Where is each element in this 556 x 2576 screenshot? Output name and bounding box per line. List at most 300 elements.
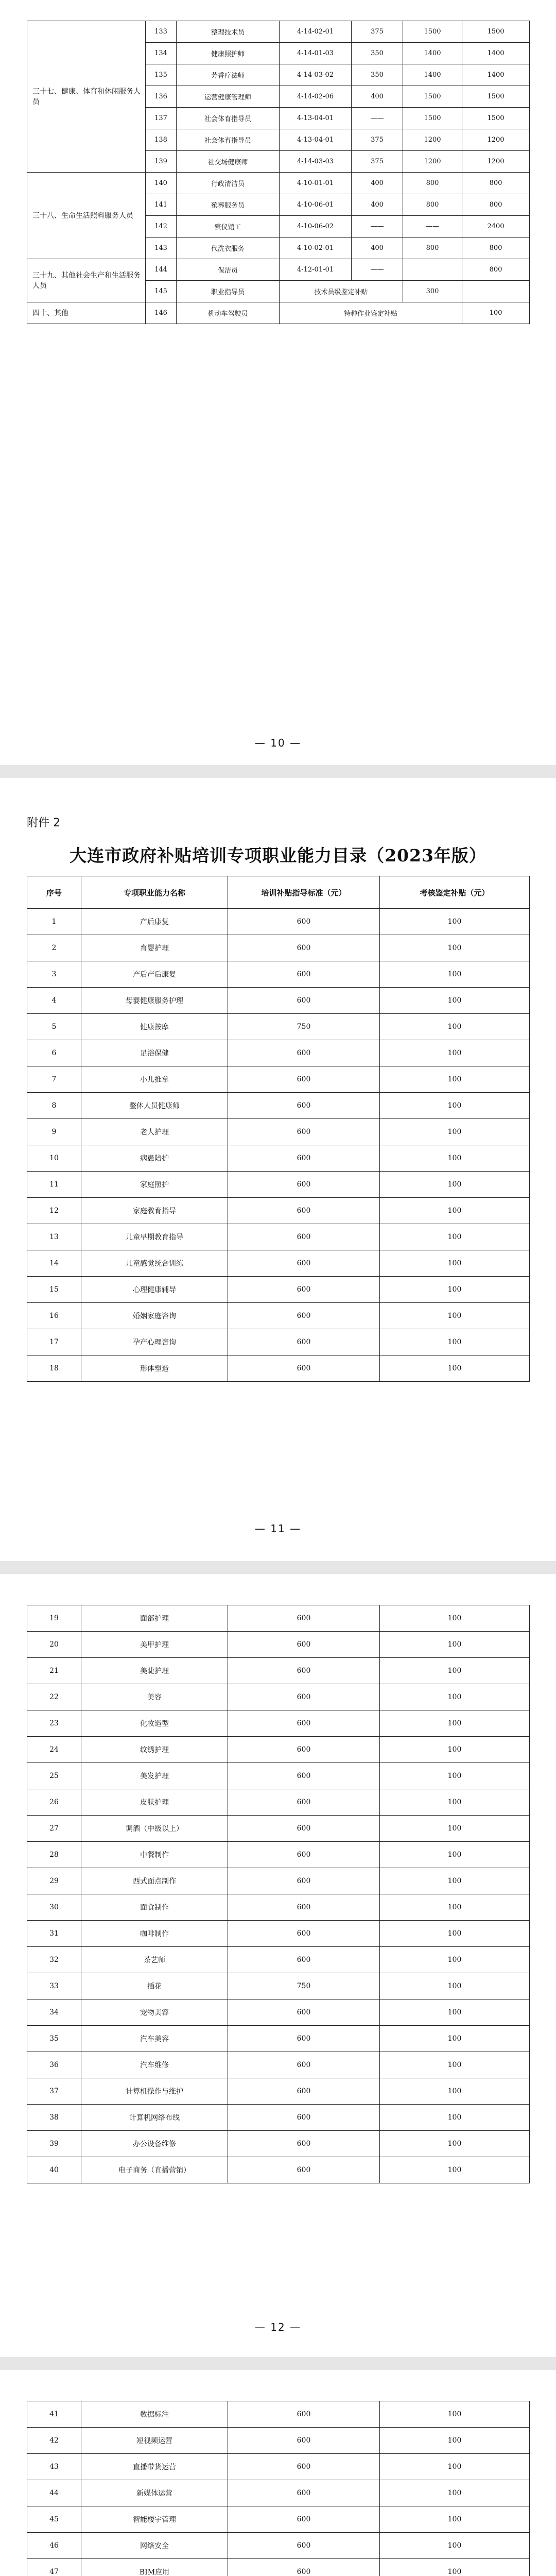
training-subsidy: 600 xyxy=(228,1842,380,1868)
assessment-subsidy: 100 xyxy=(380,1999,530,2026)
training-subsidy: 600 xyxy=(228,1658,380,1684)
capability-name: 中餐制作 xyxy=(81,1842,228,1868)
occupation-code: 4-13-04-01 xyxy=(280,129,352,151)
row-number: 10 xyxy=(27,1145,81,1172)
assessment-subsidy: 100 xyxy=(380,1894,530,1921)
training-subsidy: 600 xyxy=(228,1355,380,1382)
assessment-subsidy: 100 xyxy=(380,1789,530,1816)
row-number: 42 xyxy=(27,2428,81,2454)
assessment-subsidy: 100 xyxy=(380,2454,530,2480)
subsidy-value: 1500 xyxy=(403,86,462,108)
occupation-name: 社交场健康师 xyxy=(177,151,280,173)
table-row xyxy=(27,1224,530,1250)
assessment-subsidy: 100 xyxy=(380,2506,530,2533)
training-subsidy: 600 xyxy=(228,1172,380,1198)
training-subsidy: 600 xyxy=(228,2506,380,2533)
occupation-name: 运营健康管理师 xyxy=(177,86,280,108)
capability-name: 病患陪护 xyxy=(81,1145,228,1172)
occupation-code: 4-10-01-01 xyxy=(280,173,352,194)
row-number: 144 xyxy=(146,259,177,281)
page-3 xyxy=(0,1574,556,2357)
table-row xyxy=(27,1040,530,1066)
subsidy-note: 特种作业鉴定补贴 xyxy=(280,302,462,324)
table-row xyxy=(27,1329,530,1355)
assessment-subsidy: 100 xyxy=(380,2078,530,2105)
capability-name: 母婴健康服务护理 xyxy=(81,988,228,1014)
training-subsidy: 600 xyxy=(228,2026,380,2052)
capability-name: 孕产心理咨询 xyxy=(81,1329,228,1355)
occupation-name: 社会体育指导员 xyxy=(177,108,280,129)
header-subsidy: 培训补贴指导标准（元） xyxy=(228,876,380,909)
subsidy-value: 1500 xyxy=(462,86,530,108)
table-row xyxy=(27,2428,530,2454)
row-number: 34 xyxy=(27,1999,81,2026)
occupation-code: 4-10-02-01 xyxy=(280,238,352,259)
training-subsidy: 600 xyxy=(228,2157,380,2183)
subsidy-value: 2400 xyxy=(462,216,530,238)
row-number: 6 xyxy=(27,1040,81,1066)
occupation-name: 殡葬服务员 xyxy=(177,194,280,216)
table-row xyxy=(27,1119,530,1145)
table-row xyxy=(27,1921,530,1947)
row-number: 45 xyxy=(27,2506,81,2533)
row-number: 12 xyxy=(27,1198,81,1224)
table-row xyxy=(27,2157,530,2183)
training-subsidy: 600 xyxy=(228,961,380,988)
training-subsidy: 600 xyxy=(228,1999,380,2026)
occupation-name: 机动车驾驶员 xyxy=(177,302,280,324)
occupation-code: 4-10-06-01 xyxy=(280,194,352,216)
assessment-subsidy: 100 xyxy=(380,2428,530,2454)
page-number: — 12 — xyxy=(254,2321,302,2333)
table-row xyxy=(27,1816,530,1842)
assessment-subsidy: 100 xyxy=(380,1014,530,1040)
row-number: 38 xyxy=(27,2105,81,2131)
training-subsidy: 600 xyxy=(228,2428,380,2454)
row-number: 47 xyxy=(27,2559,81,2576)
occupation-name: 芳香疗法师 xyxy=(177,64,280,86)
row-number: 140 xyxy=(146,173,177,194)
training-subsidy: 600 xyxy=(228,1329,380,1355)
row-number: 25 xyxy=(27,1763,81,1789)
training-subsidy: 600 xyxy=(228,1277,380,1303)
training-subsidy: 600 xyxy=(228,1303,380,1329)
page-1 xyxy=(0,0,556,765)
capability-table-continued xyxy=(27,1605,530,2183)
row-number: 33 xyxy=(27,1973,81,1999)
training-subsidy: 600 xyxy=(228,2131,380,2157)
assessment-subsidy: 100 xyxy=(380,2157,530,2183)
capability-name: 面食制作 xyxy=(81,1894,228,1921)
assessment-subsidy: 100 xyxy=(380,1329,530,1355)
capability-name: 短视频运营 xyxy=(81,2428,228,2454)
occupation-name: 社会体育指导员 xyxy=(177,129,280,151)
subsidy-value: 350 xyxy=(352,43,403,64)
table-row xyxy=(27,2401,530,2428)
subsidy-value: 1200 xyxy=(462,129,530,151)
table-row xyxy=(27,2078,530,2105)
occupation-code: 4-13-04-01 xyxy=(280,108,352,129)
training-subsidy: 600 xyxy=(228,1093,380,1119)
row-number: 18 xyxy=(27,1355,81,1382)
training-subsidy: 600 xyxy=(228,2401,380,2428)
category-cell: 三十九、其他社会生产和生活服务人员 xyxy=(27,259,146,302)
subsidy-value: 1500 xyxy=(462,108,530,129)
assessment-subsidy: 100 xyxy=(380,1763,530,1789)
row-number: 138 xyxy=(146,129,177,151)
assessment-subsidy: 100 xyxy=(380,1710,530,1737)
assessment-subsidy: 100 xyxy=(380,1632,530,1658)
table-row xyxy=(27,1737,530,1763)
training-subsidy: 600 xyxy=(228,2105,380,2131)
assessment-subsidy: 100 xyxy=(380,2480,530,2506)
assessment-subsidy: 100 xyxy=(380,1684,530,1710)
capability-name: 育婴护理 xyxy=(81,935,228,961)
capability-name: 美容 xyxy=(81,1684,228,1710)
training-subsidy: 600 xyxy=(228,1040,380,1066)
table-row xyxy=(27,2026,530,2052)
occupation-table-continued xyxy=(27,21,530,324)
table-row xyxy=(27,2052,530,2078)
row-number: 11 xyxy=(27,1172,81,1198)
subsidy-value: 100 xyxy=(462,302,530,324)
table-row xyxy=(27,935,530,961)
row-number: 44 xyxy=(27,2480,81,2506)
capability-name: 小儿推拿 xyxy=(81,1066,228,1093)
table-row xyxy=(27,1684,530,1710)
row-number: 23 xyxy=(27,1710,81,1737)
assessment-subsidy: 100 xyxy=(380,935,530,961)
assessment-subsidy: 100 xyxy=(380,1921,530,1947)
row-number: 32 xyxy=(27,1947,81,1973)
row-number: 1 xyxy=(27,909,81,935)
subsidy-value: 800 xyxy=(462,259,530,281)
page-number: — 10 — xyxy=(254,737,302,749)
row-number: 41 xyxy=(27,2401,81,2428)
occupation-name: 殡仪馆工 xyxy=(177,216,280,238)
subsidy-value: 1500 xyxy=(403,21,462,43)
page-number: — 11 — xyxy=(254,1522,302,1535)
assessment-subsidy: 100 xyxy=(380,2401,530,2428)
capability-name: 老人护理 xyxy=(81,1119,228,1145)
subsidy-value: 1200 xyxy=(403,129,462,151)
subsidy-value: 800 xyxy=(403,194,462,216)
training-subsidy: 600 xyxy=(228,1763,380,1789)
subsidy-value: 400 xyxy=(352,86,403,108)
assessment-subsidy: 100 xyxy=(380,1040,530,1066)
subsidy-value xyxy=(403,259,462,281)
capability-name: 儿童感觉统合训练 xyxy=(81,1250,228,1277)
table-row xyxy=(27,1894,530,1921)
subsidy-value: 1400 xyxy=(462,43,530,64)
table-row xyxy=(27,1303,530,1329)
subsidy-value: 1500 xyxy=(462,21,530,43)
row-number: 36 xyxy=(27,2052,81,2078)
table-header-row xyxy=(27,876,530,909)
assessment-subsidy: 100 xyxy=(380,2559,530,2576)
row-number: 40 xyxy=(27,2157,81,2183)
row-number: 145 xyxy=(146,281,177,302)
subsidy-value: 375 xyxy=(352,21,403,43)
table-row xyxy=(27,1710,530,1737)
row-number: 39 xyxy=(27,2131,81,2157)
subsidy-value: 350 xyxy=(352,64,403,86)
training-subsidy: 600 xyxy=(228,1737,380,1763)
row-number: 22 xyxy=(27,1684,81,1710)
capability-name: 宠物美容 xyxy=(81,1999,228,2026)
training-subsidy: 600 xyxy=(228,2533,380,2559)
row-number: 7 xyxy=(27,1066,81,1093)
table-row xyxy=(27,988,530,1014)
table-row xyxy=(27,1632,530,1658)
capability-name: 纹绣护理 xyxy=(81,1737,228,1763)
capability-name: 形体塑造 xyxy=(81,1355,228,1382)
row-number: 21 xyxy=(27,1658,81,1684)
row-number: 43 xyxy=(27,2454,81,2480)
assessment-subsidy: 100 xyxy=(380,1119,530,1145)
training-subsidy: 600 xyxy=(228,1921,380,1947)
row-number: 29 xyxy=(27,1868,81,1894)
occupation-code: 4-14-03-02 xyxy=(280,64,352,86)
occupation-name: 职业指导员 xyxy=(177,281,280,302)
occupation-name: 代洗衣服务 xyxy=(177,238,280,259)
training-subsidy: 600 xyxy=(228,1250,380,1277)
capability-name: BIM应用 xyxy=(81,2559,228,2576)
row-number: 46 xyxy=(27,2533,81,2559)
table-row xyxy=(27,2506,530,2533)
table-row xyxy=(27,1066,530,1093)
training-subsidy: 600 xyxy=(228,1894,380,1921)
capability-name: 汽车美容 xyxy=(81,2026,228,2052)
assessment-subsidy: 100 xyxy=(380,1198,530,1224)
capability-name: 办公设备维修 xyxy=(81,2131,228,2157)
capability-name: 化妆造型 xyxy=(81,1710,228,1737)
row-number: 4 xyxy=(27,988,81,1014)
capability-name: 面部护理 xyxy=(81,1605,228,1632)
training-subsidy: 600 xyxy=(228,2052,380,2078)
table-row xyxy=(27,1868,530,1894)
table-row xyxy=(27,1277,530,1303)
assessment-subsidy: 100 xyxy=(380,1093,530,1119)
training-subsidy: 600 xyxy=(228,1710,380,1737)
page-4 xyxy=(0,2370,556,2576)
row-number: 35 xyxy=(27,2026,81,2052)
capability-name: 美发护理 xyxy=(81,1763,228,1789)
capability-name: 美甲护理 xyxy=(81,1632,228,1658)
subsidy-value: 1500 xyxy=(403,108,462,129)
row-number: 133 xyxy=(146,21,177,43)
page-gap xyxy=(0,765,556,778)
table-row xyxy=(27,1355,530,1382)
subsidy-value: 375 xyxy=(352,151,403,173)
assessment-subsidy: 100 xyxy=(380,961,530,988)
subsidy-value: 800 xyxy=(462,238,530,259)
training-subsidy: 600 xyxy=(228,1119,380,1145)
table-row xyxy=(27,961,530,988)
row-number: 141 xyxy=(146,194,177,216)
occupation-code: 4-14-03-03 xyxy=(280,151,352,173)
row-number: 26 xyxy=(27,1789,81,1816)
training-subsidy: 600 xyxy=(228,2559,380,2576)
capability-name: 插花 xyxy=(81,1973,228,1999)
table-row xyxy=(27,2533,530,2559)
page-gap xyxy=(0,1561,556,1574)
assessment-subsidy: 100 xyxy=(380,1303,530,1329)
subsidy-note: 技术员级鉴定补贴 xyxy=(280,281,403,302)
row-number: 134 xyxy=(146,43,177,64)
empty-cell xyxy=(462,281,530,302)
capability-name: 新媒体运营 xyxy=(81,2480,228,2506)
row-number: 2 xyxy=(27,935,81,961)
row-number: 31 xyxy=(27,1921,81,1947)
training-subsidy: 600 xyxy=(228,2480,380,2506)
capability-name: 网络安全 xyxy=(81,2533,228,2559)
assessment-subsidy: 100 xyxy=(380,1172,530,1198)
capability-name: 美睫护理 xyxy=(81,1658,228,1684)
assessment-subsidy: 100 xyxy=(380,2533,530,2559)
occupation-code: 4-14-01-03 xyxy=(280,43,352,64)
row-number: 14 xyxy=(27,1250,81,1277)
subsidy-value: —— xyxy=(403,216,462,238)
header-assess: 考核鉴定补贴（元） xyxy=(380,876,530,909)
assessment-subsidy: 100 xyxy=(380,1224,530,1250)
occupation-code: 4-14-02-01 xyxy=(280,21,352,43)
table-row xyxy=(27,1093,530,1119)
training-subsidy: 600 xyxy=(228,2454,380,2480)
capability-name: 计算机操作与维护 xyxy=(81,2078,228,2105)
subsidy-value: 800 xyxy=(462,194,530,216)
capability-name: 心理健康辅导 xyxy=(81,1277,228,1303)
assessment-subsidy: 100 xyxy=(380,1605,530,1632)
document-title: 大连市政府补贴培训专项职业能力目录（2023年版） xyxy=(70,845,486,866)
capability-name: 足浴保健 xyxy=(81,1040,228,1066)
training-subsidy: 600 xyxy=(228,1816,380,1842)
table-row xyxy=(27,2105,530,2131)
training-subsidy: 600 xyxy=(228,1684,380,1710)
training-subsidy: 750 xyxy=(228,1973,380,1999)
table-row xyxy=(27,1198,530,1224)
assessment-subsidy: 100 xyxy=(380,1066,530,1093)
training-subsidy: 600 xyxy=(228,935,380,961)
table-row xyxy=(27,21,530,43)
training-subsidy: 600 xyxy=(228,988,380,1014)
header-name: 专项职业能力名称 xyxy=(81,876,228,909)
capability-name: 婚姻家庭咨询 xyxy=(81,1303,228,1329)
row-number: 17 xyxy=(27,1329,81,1355)
header-no: 序号 xyxy=(27,876,81,909)
row-number: 27 xyxy=(27,1816,81,1842)
training-subsidy: 600 xyxy=(228,1198,380,1224)
capability-name: 茶艺师 xyxy=(81,1947,228,1973)
occupation-code: 4-10-06-02 xyxy=(280,216,352,238)
subsidy-value: 800 xyxy=(403,173,462,194)
capability-name: 产后产后康复 xyxy=(81,961,228,988)
table-row xyxy=(27,302,530,324)
training-subsidy: 600 xyxy=(228,1789,380,1816)
row-number: 8 xyxy=(27,1093,81,1119)
row-number: 16 xyxy=(27,1303,81,1329)
subsidy-value: 300 xyxy=(403,281,462,302)
subsidy-value: 400 xyxy=(352,194,403,216)
capability-name: 西式面点制作 xyxy=(81,1868,228,1894)
table-row xyxy=(27,1605,530,1632)
occupation-code: 4-14-02-06 xyxy=(280,86,352,108)
assessment-subsidy: 100 xyxy=(380,1842,530,1868)
row-number: 37 xyxy=(27,2078,81,2105)
row-number: 136 xyxy=(146,86,177,108)
assessment-subsidy: 100 xyxy=(380,1973,530,1999)
category-cell: 三十七、健康、体育和休闲服务人员 xyxy=(27,21,146,173)
table-row xyxy=(27,173,530,194)
table-row xyxy=(27,1014,530,1040)
page-2 xyxy=(0,778,556,1561)
table-row xyxy=(27,1999,530,2026)
assessment-subsidy: 100 xyxy=(380,1816,530,1842)
assessment-subsidy: 100 xyxy=(380,1145,530,1172)
row-number: 28 xyxy=(27,1842,81,1868)
table-row xyxy=(27,2480,530,2506)
table-row xyxy=(27,1172,530,1198)
row-number: 24 xyxy=(27,1737,81,1763)
attachment-label: 附件 2 xyxy=(27,817,60,829)
row-number: 143 xyxy=(146,238,177,259)
training-subsidy: 600 xyxy=(228,1145,380,1172)
assessment-subsidy: 100 xyxy=(380,1250,530,1277)
occupation-name: 保洁员 xyxy=(177,259,280,281)
assessment-subsidy: 100 xyxy=(380,1737,530,1763)
capability-name: 皮肤护理 xyxy=(81,1789,228,1816)
capability-table-continued xyxy=(27,2401,530,2576)
table-row xyxy=(27,2454,530,2480)
capability-name: 调酒（中级以上） xyxy=(81,1816,228,1842)
capability-name: 家庭教育指导 xyxy=(81,1198,228,1224)
occupation-name: 健康照护师 xyxy=(177,43,280,64)
assessment-subsidy: 100 xyxy=(380,2026,530,2052)
assessment-subsidy: 100 xyxy=(380,1658,530,1684)
row-number: 135 xyxy=(146,64,177,86)
table-row xyxy=(27,1947,530,1973)
row-number: 19 xyxy=(27,1605,81,1632)
capability-name: 产后康复 xyxy=(81,909,228,935)
assessment-subsidy: 100 xyxy=(380,1947,530,1973)
training-subsidy: 600 xyxy=(228,909,380,935)
capability-name: 直播带货运营 xyxy=(81,2454,228,2480)
training-subsidy: 600 xyxy=(228,1066,380,1093)
row-number: 20 xyxy=(27,1632,81,1658)
page-gap xyxy=(0,2357,556,2370)
assessment-subsidy: 100 xyxy=(380,2131,530,2157)
table-row xyxy=(27,1789,530,1816)
capability-name: 数据标注 xyxy=(81,2401,228,2428)
capability-name: 电子商务（直播营销） xyxy=(81,2157,228,2183)
row-number: 137 xyxy=(146,108,177,129)
row-number: 142 xyxy=(146,216,177,238)
occupation-name: 行政清洁员 xyxy=(177,173,280,194)
assessment-subsidy: 100 xyxy=(380,1277,530,1303)
training-subsidy: 600 xyxy=(228,1868,380,1894)
category-cell: 四十、其他 xyxy=(27,302,146,324)
row-number: 13 xyxy=(27,1224,81,1250)
table-row xyxy=(27,1658,530,1684)
subsidy-value: 375 xyxy=(352,129,403,151)
occupation-name: 整理技术员 xyxy=(177,21,280,43)
subsidy-value: 1400 xyxy=(403,64,462,86)
subsidy-value: 800 xyxy=(462,173,530,194)
assessment-subsidy: 100 xyxy=(380,988,530,1014)
row-number: 9 xyxy=(27,1119,81,1145)
subsidy-value: 1400 xyxy=(462,64,530,86)
capability-name: 家庭照护 xyxy=(81,1172,228,1198)
